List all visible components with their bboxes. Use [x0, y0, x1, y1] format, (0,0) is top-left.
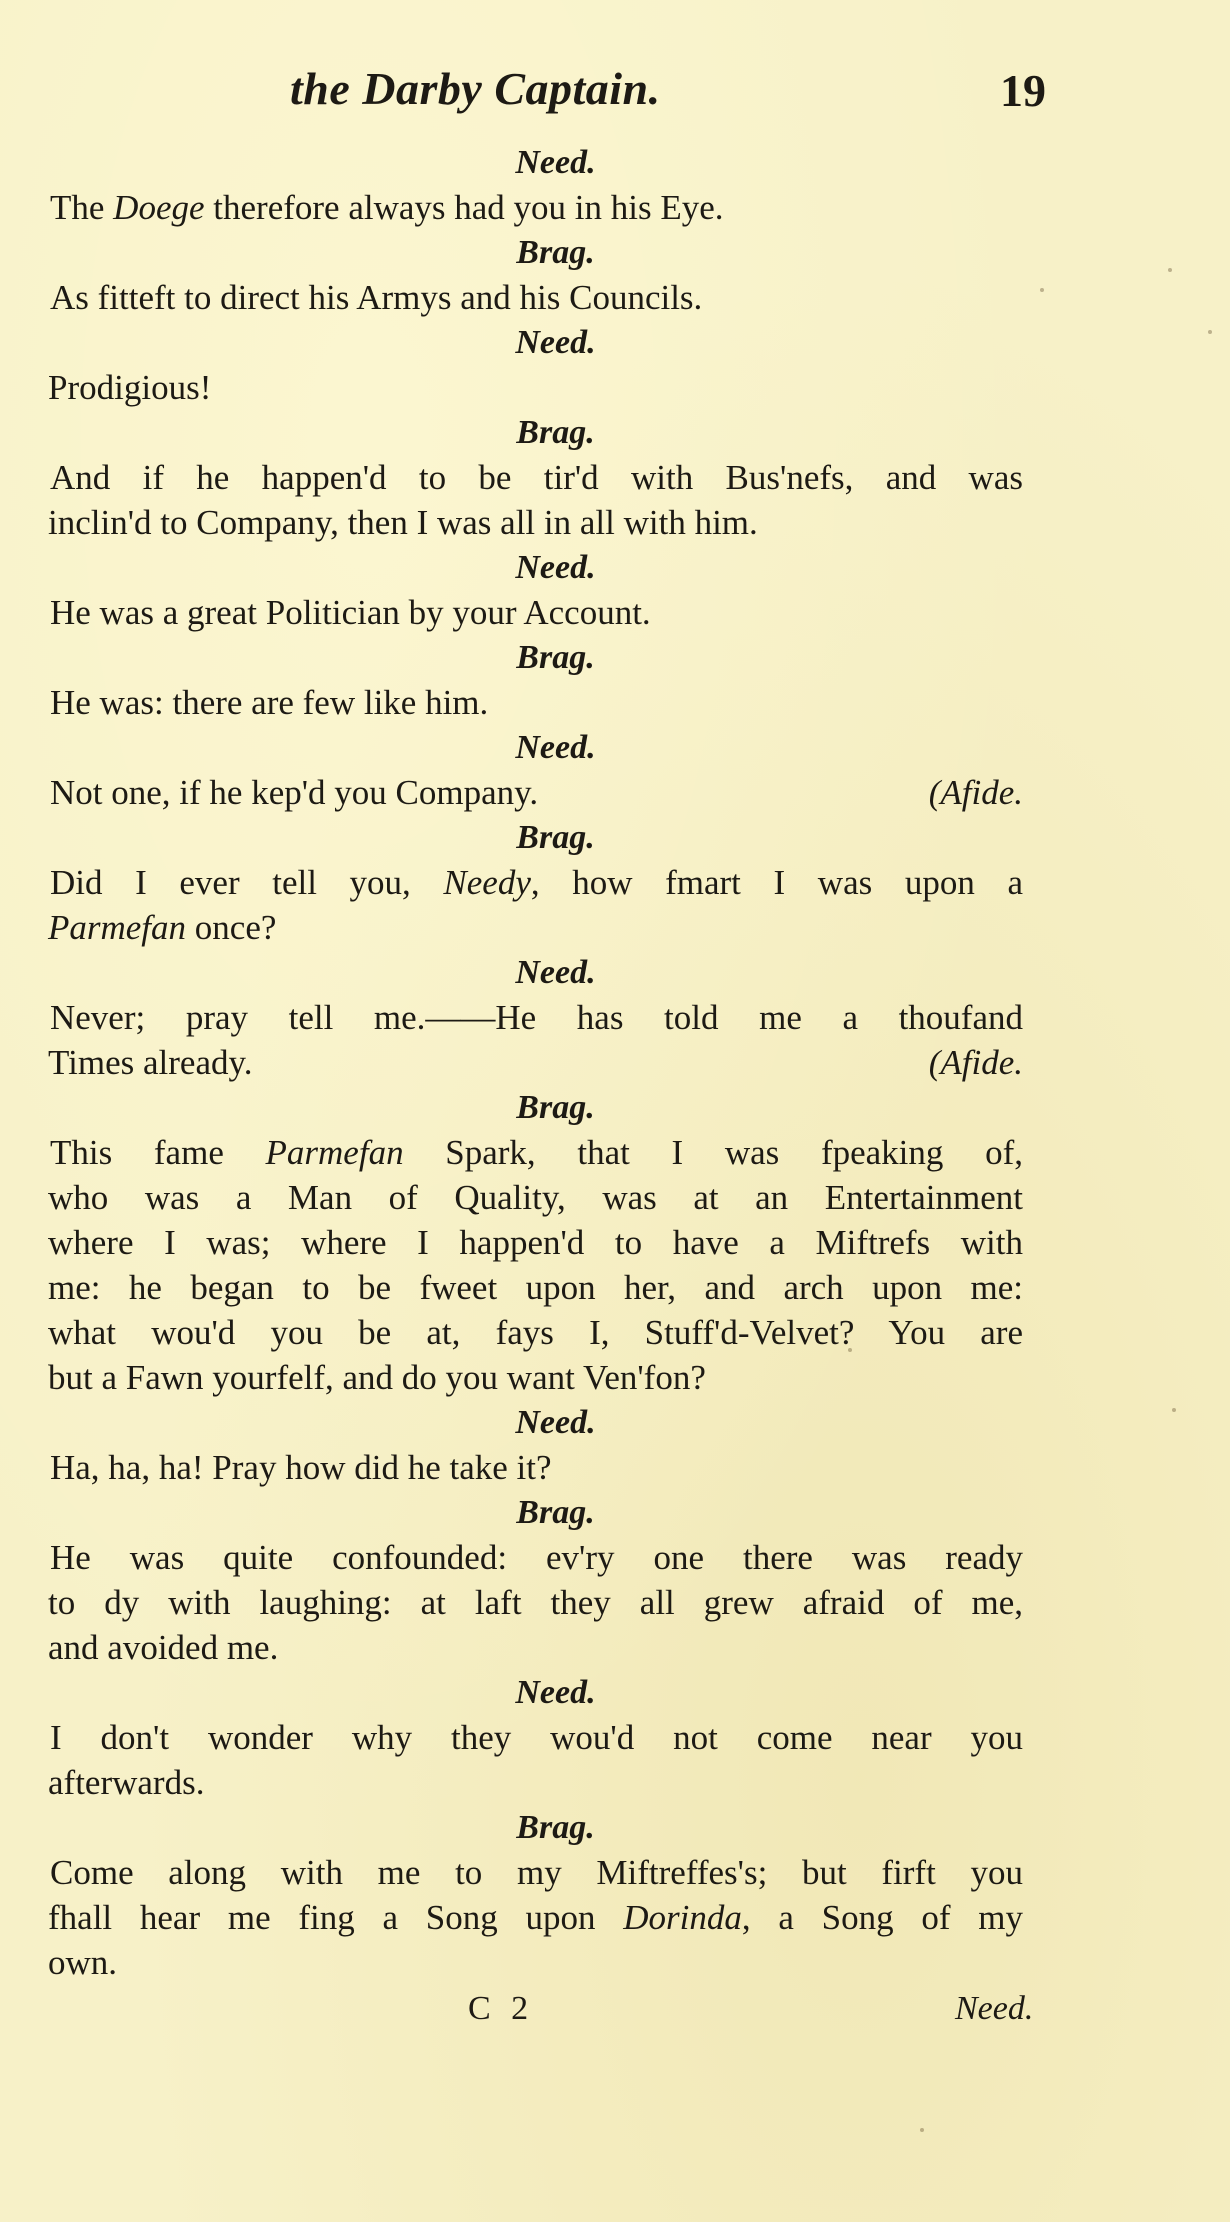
dialogue-line: but a Fawn yourfelf, and do you want Ven'fon? [48, 1358, 706, 1397]
dialogue-line: afterwards. [48, 1763, 205, 1802]
dialogue-text [48, 140, 1023, 1985]
running-title: the Darby Captain. [290, 63, 661, 114]
page-number: 19 [1000, 65, 1046, 116]
speaker-heading: Brag. [516, 1089, 595, 1126]
dialogue-line [48, 185, 1023, 230]
italic-word: Needy [443, 863, 531, 902]
dialogue-line: to dy with laughing: at laft they all grew afraid of me, [48, 1583, 1023, 1622]
speaker-heading: Need. [515, 549, 596, 586]
paper-speck [920, 2128, 924, 2132]
dialogue-line: inclin'd to Company, then I was all in all with him. [48, 503, 758, 542]
italic-word: Doege [113, 188, 205, 227]
speaker-heading: Need. [515, 324, 596, 361]
speaker-heading: Brag. [516, 819, 595, 856]
dialogue-line: Ha, ha, ha! Pray how did he take it? [50, 1448, 552, 1487]
text-run: Spark, that I was fpeaking of, [403, 1133, 1023, 1172]
paper-speck [1208, 330, 1212, 334]
dialogue-line: where I was; where I happen'd to have a Miftrefs with [48, 1223, 1023, 1262]
speaker-heading: Brag. [516, 234, 595, 271]
running-head [0, 62, 1230, 132]
text-run: fhall hear me fing a Song upon [48, 1898, 624, 1937]
dialogue-line: Never; pray tell me.——He has told me a thoufand [50, 998, 1023, 1037]
paper-speck [848, 1348, 852, 1352]
paper-speck [1172, 1408, 1176, 1412]
dialogue-line [48, 1040, 1023, 1085]
dialogue-line: He was a great Politician by your Account. [50, 593, 651, 632]
dialogue-line: And if he happen'd to be tir'd with Bus'nefs, and was [50, 458, 1023, 497]
text-run: The [50, 188, 114, 227]
text-run: once? [186, 908, 277, 947]
dialogue-line: and avoided me. [48, 1628, 279, 1667]
text-run: Times already. [48, 1043, 253, 1082]
text-run: Not one, if he kep'd you Company. [50, 773, 539, 812]
dialogue-line: Come along with me to my Miftreffes's; but firft you [50, 1853, 1023, 1892]
text-run: , a Song of my [741, 1898, 1023, 1937]
dialogue-line: As fitteft to direct his Armys and his Councils. [50, 278, 703, 317]
dialogue-line: me: he began to be fweet upon her, and arch upon me: [48, 1268, 1023, 1307]
italic-word: Parmefan [48, 908, 187, 947]
dialogue-line: He was: there are few like him. [50, 683, 489, 722]
catchword: Need. [955, 1990, 1034, 2027]
page-footer [0, 1990, 1230, 2040]
signature-mark: C 2 [468, 1990, 535, 2027]
dialogue-line: what wou'd you be at, fays I, Stuff'd-Velvet? You are [48, 1313, 1023, 1352]
paper-speck [1040, 288, 1044, 292]
dialogue-line: Prodigious! [48, 368, 212, 407]
speaker-heading: Brag. [516, 414, 595, 451]
dialogue-line [48, 770, 1023, 815]
speaker-heading: Need. [515, 144, 596, 181]
speaker-heading: Brag. [516, 1494, 595, 1531]
speaker-heading: Brag. [516, 639, 595, 676]
text-run: , how fmart I was upon a [530, 863, 1023, 902]
paper-speck [1168, 268, 1172, 272]
aside-direction: (Afide. [928, 1043, 1023, 1082]
speaker-heading: Need. [515, 1674, 596, 1711]
text-run: This fame [50, 1133, 266, 1172]
dialogue-line [48, 905, 1023, 950]
dialogue-line: who was a Man of Quality, was at an Entertainment [48, 1178, 1023, 1217]
speaker-heading: Brag. [516, 1809, 595, 1846]
dialogue-line: own. [48, 1943, 118, 1982]
text-run: therefore always had you in his Eye. [204, 188, 724, 227]
italic-word: Parmefan [265, 1133, 404, 1172]
dialogue-line [48, 860, 1023, 905]
italic-word: Dorinda [623, 1898, 742, 1937]
speaker-heading: Need. [515, 954, 596, 991]
dialogue-line: He was quite confounded: ev'ry one there was ready [50, 1538, 1023, 1577]
dialogue-line [48, 1895, 1023, 1940]
dialogue-line [48, 1130, 1023, 1175]
speaker-heading: Need. [515, 729, 596, 766]
speaker-heading: Need. [515, 1404, 596, 1441]
aside-direction: (Afide. [928, 773, 1023, 812]
dialogue-line: I don't wonder why they wou'd not come near you [50, 1718, 1023, 1757]
text-run: Did I ever tell you, [50, 863, 444, 902]
